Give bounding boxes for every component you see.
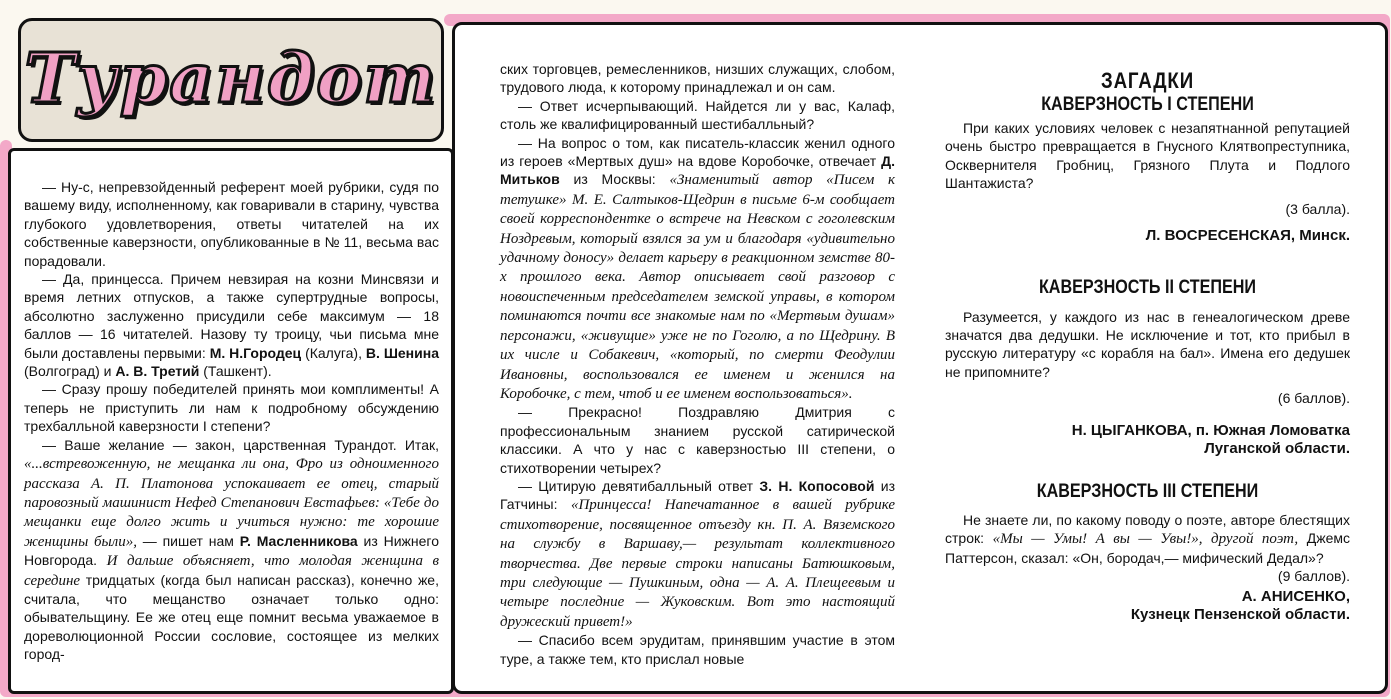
author-name: Н. ЦЫГАНКОВА, п. Южная Ломоватка bbox=[1071, 421, 1350, 439]
text: из Гатчины: bbox=[500, 477, 895, 513]
text: — Да, принцесса. Причем невзирая на козни Минсвязи и время летних отпусков, а также супертрудные вопросы, абсолютно заслуженно присудили себе максимум — 18 баллов — 16 читателей. Назову ту троицу, чьи письма мне были доставлены первыми: bbox=[24, 271, 439, 361]
paragraph bbox=[24, 270, 439, 380]
author-region: Кузнецк Пензенской области. bbox=[1130, 605, 1350, 623]
text: — Ваше желание — закон, царственная Турандот. Итак, bbox=[42, 436, 439, 453]
riddle-text-3 bbox=[945, 511, 1350, 567]
reader-name: Р. Масленникова bbox=[239, 532, 358, 549]
reader-name: З. Н. Копосовой bbox=[759, 477, 875, 494]
paragraph: — Спасибо всем эрудитам, принявшим участие в этом туре, а также тем, кто прислал новые bbox=[500, 632, 895, 667]
paragraph bbox=[24, 436, 439, 664]
author-region: Луганской области. bbox=[1204, 440, 1350, 458]
paragraph bbox=[500, 134, 895, 404]
text: Джемс Паттерсон, сказал: «Он, бородач,— мифический Дедал»? bbox=[945, 530, 1350, 566]
riddle-points-3: (9 баллов). bbox=[1277, 568, 1350, 585]
text: (Ташкент). bbox=[199, 363, 272, 380]
logo-title: Турандот bbox=[24, 39, 438, 119]
reader-name: Д. Митьков bbox=[500, 153, 895, 188]
text: — пишет нам bbox=[136, 532, 240, 549]
riddle-author-3 bbox=[945, 588, 1350, 625]
text: Не знаете ли, по какому поводу о поэте, авторе блестящих строк: bbox=[945, 511, 1350, 547]
text: из Нижнего Новгорода. bbox=[24, 532, 439, 569]
riddle-heading-3: КАВЕРЗНОСТЬ III СТЕПЕНИ bbox=[1036, 480, 1259, 502]
quote: «Принцесса! Напечатанное в вашей рубрике стихотворение, посвященное отъезду кн. П. А. Вяземского на службу в Варшаву,— результат коллективного творчества. Две первые строки написаны Батюшковым, три следующие — Пушкиным, одна — А. А. Плещеевым и четыре последние — Жуковским. Вот это настоящий дружеский привет!» bbox=[500, 497, 895, 630]
riddle-text-1: При каких условиях человек с незапятнанной репутацией очень быстро превращается в Гнусного Клятвопреступника, Осквернителя Гробниц, Грязного Плута и Подлого Шантажиста? bbox=[945, 119, 1350, 192]
paragraph: ских торговцев, ремесленников, низших служащих, слобом, трудового люда, к которому принадлежал и он сам. bbox=[500, 61, 895, 96]
paragraph: — Ответ исчерпывающий. Найдется ли у вас, Калаф, столь же квалифицированный шестибалльный? bbox=[500, 97, 895, 133]
text: (Калуга), bbox=[301, 344, 366, 361]
quote: И дальше объясняет, что молодая женщина в середине bbox=[24, 553, 440, 589]
riddles-title: ЗАГАДКИ bbox=[1101, 68, 1194, 93]
text: — Цитирую девятибалльный ответ bbox=[518, 477, 760, 494]
quote: «...встревоженную, не мещанка ли она, Фро из одноименного рассказа А. П. Платонова успокаивает ее отец, старый паровозный машинист Нефед Степанович Евстафьев: «Тебе до мещанки еще долго жить и учиться нужно: те хорошие женщины были», bbox=[24, 456, 439, 550]
riddle-heading-2: КАВЕРЗНОСТЬ II СТЕПЕНИ bbox=[1038, 277, 1257, 299]
paragraph: — Прекрасно! Поздравляю Дмитрия с профессиональным знанием русской сатирической классики. А что у нас с каверзностью III степени, о стихотворении четырех? bbox=[500, 404, 895, 476]
quote: «Знаменитый автор «Писем к тетушке» М. Е. Салтыков-Щедрин в письме 6-м сообщает своей корреспондентке о встрече на Невском с гоголевским Ноздревым, который взялся за ум и благодаря «удивительно удачному доносу» делает карьеру в реакционном земстве 80-х прошлого века. Автор описывает свой разговор с новоиспеченным председателем земской управы, в котором поминаются почти все знакомые нам по «Мертвым душам» персонажи, «живущие» уже не по Гоголю, а по Щедрину. В их числе и Собакевич, «который, по смерти Феодулии Ивановны, воспользовался ее именем и женился на Коробочке, с тем, чтоб и ее именем воспользоваться». bbox=[500, 172, 896, 402]
text: из Москвы: bbox=[559, 171, 670, 188]
riddle-author-1: Л. ВОСРЕСЕНСКАЯ, Минск. bbox=[1145, 226, 1350, 244]
winner-name: А. В. Третий bbox=[115, 363, 200, 380]
winner-name: В. Шенина bbox=[365, 344, 439, 361]
winner-name: М. Н.Городец bbox=[209, 344, 302, 361]
riddle-points-2: (6 баллов). bbox=[1277, 390, 1350, 407]
riddle-author-2 bbox=[945, 422, 1350, 459]
text: тридцатых (когда был написан рассказ), конечно же, считала, что мещанство означает только одно: обывательщину. Ее же отец еще помнит весьма уважаемое в дореволюционной России сословие, состоящее из мелких город- bbox=[24, 571, 439, 663]
paragraph: — Сразу прошу победителей принять мои комплименты! А теперь не приступить ли нам к подробному обсуждению трехбалльной каверзности I степени? bbox=[24, 381, 439, 435]
quote: «Мы — Умы! А вы — Увы!», другой поэт, bbox=[992, 531, 1299, 548]
paragraph bbox=[500, 477, 895, 631]
column-dialogue-2 bbox=[500, 60, 895, 668]
text: — На вопрос о том, как писатель-классик женил одного из героев «Мертвых душ» на вдове Коробочке, отвечает bbox=[500, 134, 895, 170]
paragraph: — Ну-с, непревзойденный референт моей рубрики, судя по вашему виду, исполненному, как говаривали в старину, чувства глубокого удовлетворения, ответы читателей на их собственные каверзности, опубликованные в № 11, весьма вас порадовали. bbox=[24, 179, 439, 269]
author-name: А. АНИСЕНКО, bbox=[1241, 587, 1350, 605]
riddle-heading-1: КАВЕРЗНОСТЬ I СТЕПЕНИ bbox=[1041, 94, 1254, 116]
column-dialogue-1 bbox=[24, 178, 439, 664]
riddles-column bbox=[945, 70, 1350, 630]
text: (Волгоград) и bbox=[24, 363, 116, 380]
riddle-points-1: (3 балла). bbox=[1285, 201, 1350, 218]
rubric-logo bbox=[18, 18, 444, 142]
riddle-text-2: Разумеется, у каждого из нас в генеалогическом древе значатся два дедушки. Не исключение и тот, кто прибыл в русскую литературу «с корабля на бал». Имена его дедушек не припомните? bbox=[945, 308, 1350, 380]
